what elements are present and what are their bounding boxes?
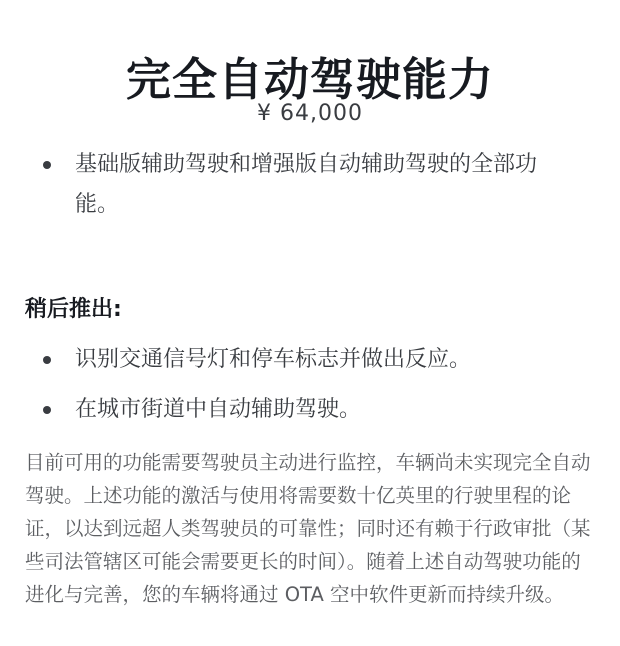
price-label: ¥ 64,000 bbox=[257, 101, 363, 126]
feature-list bbox=[0, 145, 620, 225]
coming-soon-text: 识别交通信号灯和停车标志并做出反应。 bbox=[75, 347, 472, 372]
bullet-icon bbox=[43, 356, 51, 364]
page-title: 完全自动驾驶能力 bbox=[125, 53, 494, 107]
coming-soon-list bbox=[0, 340, 620, 440]
disclaimer-text: 目前可用的功能需要驾驶员主动进行监控，车辆尚未实现完全自动驾驶。上述功能的激活与使用将需要数十亿英里的行驶里程的论证，以达到远超人类驾驶员的可靠性；同时还有赖于行政审批（某些司法管辖区可能会需要更长的时间）。随着上述自动驾驶功能的进化与完善，您的车辆将通过 OTA 空中软件更新而持续升级。 bbox=[25, 451, 591, 606]
coming-soon-heading: 稍后推出: bbox=[25, 297, 122, 322]
coming-soon-item bbox=[0, 390, 620, 430]
feature-text: 基础版辅助驾驶和增强版自动辅助驾驶的全部功能。 bbox=[75, 152, 538, 217]
bullet-icon bbox=[43, 406, 51, 414]
coming-soon-text: 在城市街道中自动辅助驾驶。 bbox=[75, 397, 362, 422]
feature-item bbox=[0, 145, 620, 225]
bullet-icon bbox=[43, 161, 51, 169]
coming-soon-item bbox=[0, 340, 620, 380]
